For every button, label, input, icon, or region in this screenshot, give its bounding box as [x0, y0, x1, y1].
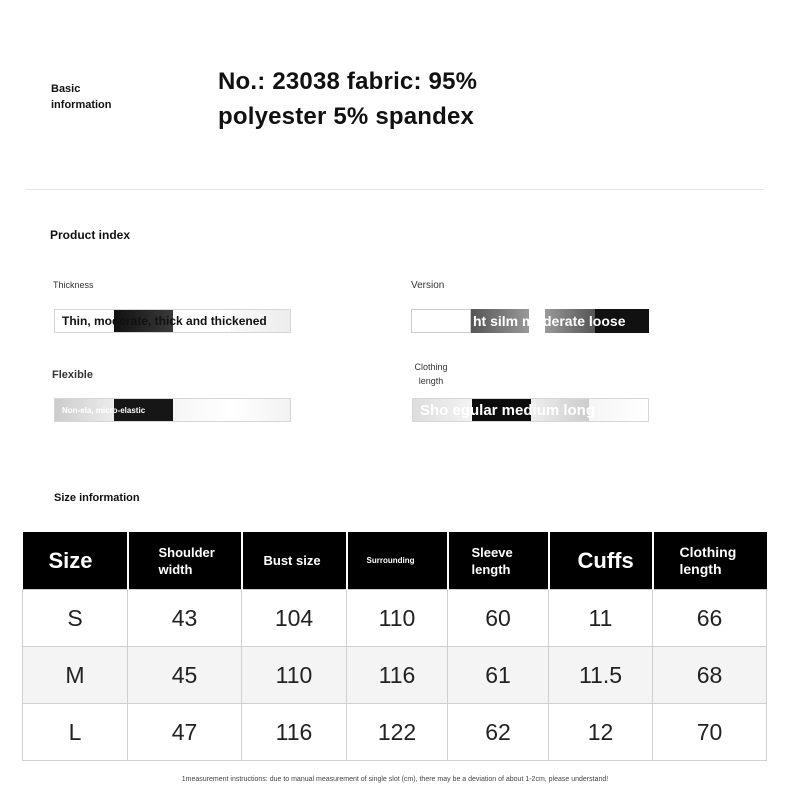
header-surrounding: Surrounding	[347, 532, 448, 590]
header-size: Size	[23, 532, 128, 590]
cell-size: M	[23, 647, 128, 704]
cell-size: S	[23, 590, 128, 647]
header-clothing-length: Clothing length	[653, 532, 767, 590]
clothing-length-label: Clothing length	[414, 362, 448, 386]
product-index-title: Product index	[50, 228, 131, 242]
size-table-header	[23, 532, 767, 590]
cell-length: 68	[653, 647, 767, 704]
thickness-label: Thickness	[53, 280, 94, 290]
cell-length: 70	[653, 704, 767, 761]
cell-bust: 110	[242, 647, 347, 704]
header-cuffs: Cuffs	[549, 532, 653, 590]
cell-cuffs: 11	[549, 590, 653, 647]
size-information-title: Size information	[54, 492, 140, 504]
fabric-title: No.: 23038 fabric: 95% polyester 5% spandex	[218, 68, 478, 130]
cell-shoulder: 45	[128, 647, 242, 704]
cell-surrounding: 110	[347, 590, 448, 647]
cell-sleeve: 60	[448, 590, 549, 647]
table-row	[23, 590, 767, 647]
header-bust-size: Bust size	[242, 532, 347, 590]
cell-shoulder: 47	[128, 704, 242, 761]
cell-size: L	[23, 704, 128, 761]
cell-surrounding: 116	[347, 647, 448, 704]
cell-bust: 104	[242, 590, 347, 647]
cell-cuffs: 12	[549, 704, 653, 761]
cell-sleeve: 61	[448, 647, 549, 704]
cell-bust: 116	[242, 704, 347, 761]
version-options: ht silm moderate loose	[473, 313, 626, 329]
flexible-bar	[54, 398, 291, 422]
header-shoulder-width: Shoulder width	[128, 532, 242, 590]
thickness-bar	[54, 309, 291, 333]
basic-information-label: Basic information	[51, 83, 112, 111]
version-bar	[411, 309, 649, 333]
header-sleeve-length: Sleeve length	[448, 532, 549, 590]
thickness-options: Thin, moderate, thick and thickened	[62, 314, 267, 328]
flexible-label: Flexible	[52, 369, 93, 381]
table-row	[23, 647, 767, 704]
divider	[26, 189, 764, 190]
cell-cuffs: 11.5	[549, 647, 653, 704]
cell-surrounding: 122	[347, 704, 448, 761]
version-label: Version	[411, 280, 445, 291]
flexible-options: Non-ela, micro-elastic	[62, 405, 146, 415]
table-row	[23, 704, 767, 761]
size-table	[22, 532, 767, 761]
measurement-footnote: 1measurement instructions: due to manual measurement of single slot (cm), there may be a deviation of about 1-2cm, please understand!	[181, 776, 609, 783]
clothing-length-options: Sho egular medium long	[420, 401, 596, 419]
cell-sleeve: 62	[448, 704, 549, 761]
cell-length: 66	[653, 590, 767, 647]
cell-shoulder: 43	[128, 590, 242, 647]
clothing-length-bar	[412, 398, 649, 422]
